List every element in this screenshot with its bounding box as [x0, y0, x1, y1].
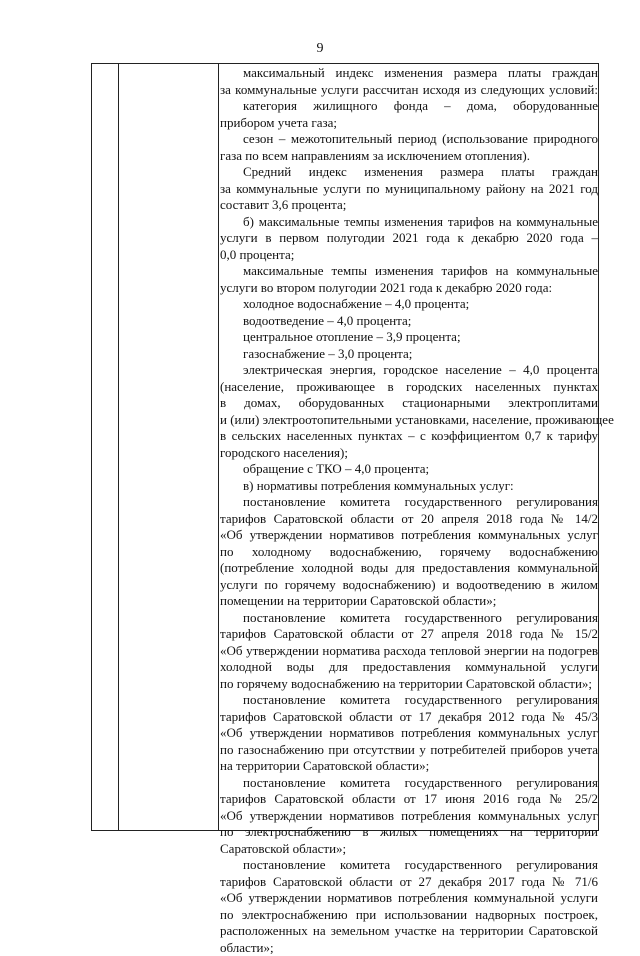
- text-line: и (или) электроотопительными установками, население, проживающее: [220, 412, 598, 429]
- text-line: максимальные темпы изменения тарифов на коммунальные: [220, 263, 598, 280]
- text-line: в сельских населенных пунктах – с коэффициентом 0,7 к тарифу: [220, 428, 598, 445]
- text-line: холодное водоснабжение – 4,0 процента;: [220, 296, 598, 313]
- text-line: помещении на территории Саратовской области»;: [220, 593, 598, 610]
- text-line: «Об утверждении норматива расхода тепловой энергии на подогрев: [220, 643, 598, 660]
- text-line: электрическая энергия, городское население – 4,0 процента: [220, 362, 598, 379]
- text-line: тарифов Саратовской области от 20 апреля 2018 года № 14/2: [220, 511, 598, 528]
- text-line: постановление комитета государственного регулирования: [220, 494, 598, 511]
- text-line: тарифов Саратовской области от 27 декабря 2017 года № 71/6: [220, 874, 598, 891]
- text-line: расположенных на земельном участке на территории Саратовской: [220, 923, 598, 940]
- text-line: по газоснабжению при отсутствии у потребителей приборов учета: [220, 742, 598, 759]
- text-line: услуги по горячему водоснабжению) и водоотведению в жилом: [220, 577, 598, 594]
- text-line: Саратовской области»;: [220, 841, 598, 858]
- text-line: газа по всем направлениям за исключением отопления).: [220, 148, 598, 165]
- text-line: постановление комитета государственного регулирования: [220, 692, 598, 709]
- text-line: по электроснабжению при использовании надворных построек,: [220, 907, 598, 924]
- table-cell-text: [220, 64, 598, 956]
- text-line: 0,0 процента;: [220, 247, 598, 264]
- text-line: в) нормативы потребления коммунальных услуг:: [220, 478, 598, 495]
- text-line: на территории Саратовской области»;: [220, 758, 598, 775]
- text-line: составит 3,6 процента;: [220, 197, 598, 214]
- text-line: по горячему водоснабжению на территории Саратовской области»;: [220, 676, 598, 693]
- text-line: постановление комитета государственного регулирования: [220, 857, 598, 874]
- text-line: обращение с ТКО – 4,0 процента;: [220, 461, 598, 478]
- text-line: постановление комитета государственного регулирования: [220, 610, 598, 627]
- text-line: услуги в первом полугодии 2021 года к декабрю 2020 года –: [220, 230, 598, 247]
- text-line: центральное отопление – 3,9 процента;: [220, 329, 598, 346]
- table-column-number: [92, 64, 119, 830]
- text-line: тарифов Саратовской области от 17 декабря 2012 года № 45/3: [220, 709, 598, 726]
- text-line: за коммунальные услуги рассчитан исходя из следующих условий:: [220, 82, 598, 99]
- text-line: в домах, оборудованных стационарными электроплитами: [220, 395, 598, 412]
- text-line: по холодному водоснабжению, горячему водоснабжению: [220, 544, 598, 561]
- text-line: «Об утверждении нормативов потребления коммунальных услуг: [220, 527, 598, 544]
- text-line: Средний индекс изменения размера платы граждан: [220, 164, 598, 181]
- text-line: постановление комитета государственного регулирования: [220, 775, 598, 792]
- text-line: «Об утверждении нормативов потребления коммунальной услуги: [220, 890, 598, 907]
- text-line: газоснабжение – 3,0 процента;: [220, 346, 598, 363]
- page-number: 9: [0, 41, 640, 57]
- text-line: «Об утверждении нормативов потребления коммунальных услуг: [220, 725, 598, 742]
- text-line: холодной воды для предоставления коммунальной услуги: [220, 659, 598, 676]
- text-line: по электроснабжению в жилых помещениях на территории: [220, 824, 598, 841]
- text-line: области»;: [220, 940, 598, 956]
- document-table: [91, 63, 599, 831]
- text-line: прибором учета газа;: [220, 115, 598, 132]
- text-line: (потребление холодной воды для предоставления коммунальной: [220, 560, 598, 577]
- text-line: категория жилищного фонда – дома, оборудованные: [220, 98, 598, 115]
- text-line: сезон – межотопительный период (использование природного: [220, 131, 598, 148]
- text-line: «Об утверждении нормативов потребления коммунальных услуг: [220, 808, 598, 825]
- text-line: тарифов Саратовской области от 17 июня 2016 года № 25/2: [220, 791, 598, 808]
- text-line: (население, проживающее в городских населенных пунктах: [220, 379, 598, 396]
- text-line: водоотведение – 4,0 процента;: [220, 313, 598, 330]
- text-line: б) максимальные темпы изменения тарифов на коммунальные: [220, 214, 598, 231]
- text-line: тарифов Саратовской области от 27 апреля 2018 года № 15/2: [220, 626, 598, 643]
- table-column-name: [118, 64, 219, 830]
- text-line: за коммунальные услуги по муниципальному району на 2021 год: [220, 181, 598, 198]
- text-line: городского населения);: [220, 445, 598, 462]
- text-line: услуги во втором полугодии 2021 года к декабрю 2020 года:: [220, 280, 598, 297]
- text-line: максимальный индекс изменения размера платы граждан: [220, 65, 598, 82]
